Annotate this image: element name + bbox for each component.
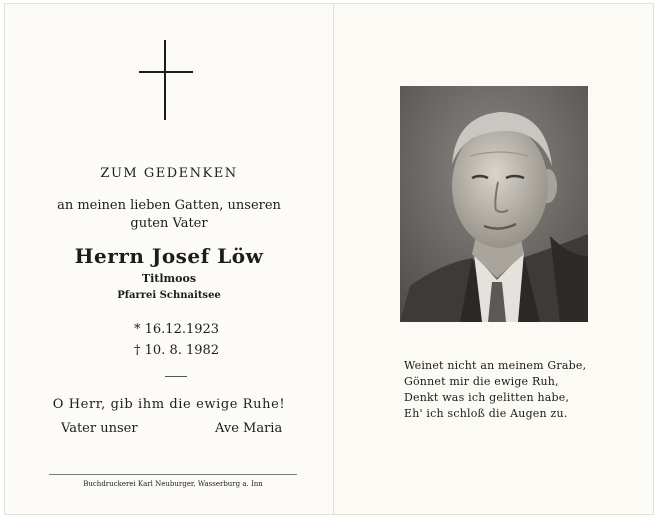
death-date: † 10. 8. 1982 — [134, 343, 220, 358]
printer-credit: Buchdruckerei Karl Neuburger, Wasserburg a. Inn — [83, 480, 263, 488]
poem-line: Gönnet mir die ewige Ruh, — [404, 375, 559, 388]
prayer-vater-unser: Vater unser — [61, 421, 138, 436]
prayer-ave-maria: Ave Maria — [215, 421, 283, 436]
portrait-illustration — [400, 86, 588, 322]
heading: ZUM GEDENKEN — [100, 166, 238, 181]
left-panel — [5, 4, 334, 514]
portrait-photo — [400, 86, 588, 322]
cross-icon — [135, 40, 195, 120]
short-divider — [165, 376, 187, 377]
birth-date: * 16.12.1923 — [134, 322, 220, 337]
dedication-line-2: guten Vater — [130, 216, 208, 231]
poem-line: Eh' ich schloß die Augen zu. — [404, 407, 568, 420]
deceased-name: Herrn Josef Löw — [74, 244, 264, 268]
poem — [404, 358, 586, 422]
dedication-line-1: an meinen lieben Gatten, unseren — [57, 198, 281, 213]
printer-divider — [49, 474, 297, 475]
poem-line: Denkt was ich gelitten habe, — [404, 391, 570, 404]
poem-line: Weinet nicht an meinem Grabe, — [404, 359, 587, 372]
memorial-card — [5, 4, 653, 514]
place-name: Titlmoos — [141, 272, 197, 285]
prayer-line: O Herr, gib ihm die ewige Ruhe! — [52, 397, 286, 412]
parish-name: Pfarrei Schnaitsee — [117, 290, 221, 301]
right-panel — [334, 4, 653, 514]
